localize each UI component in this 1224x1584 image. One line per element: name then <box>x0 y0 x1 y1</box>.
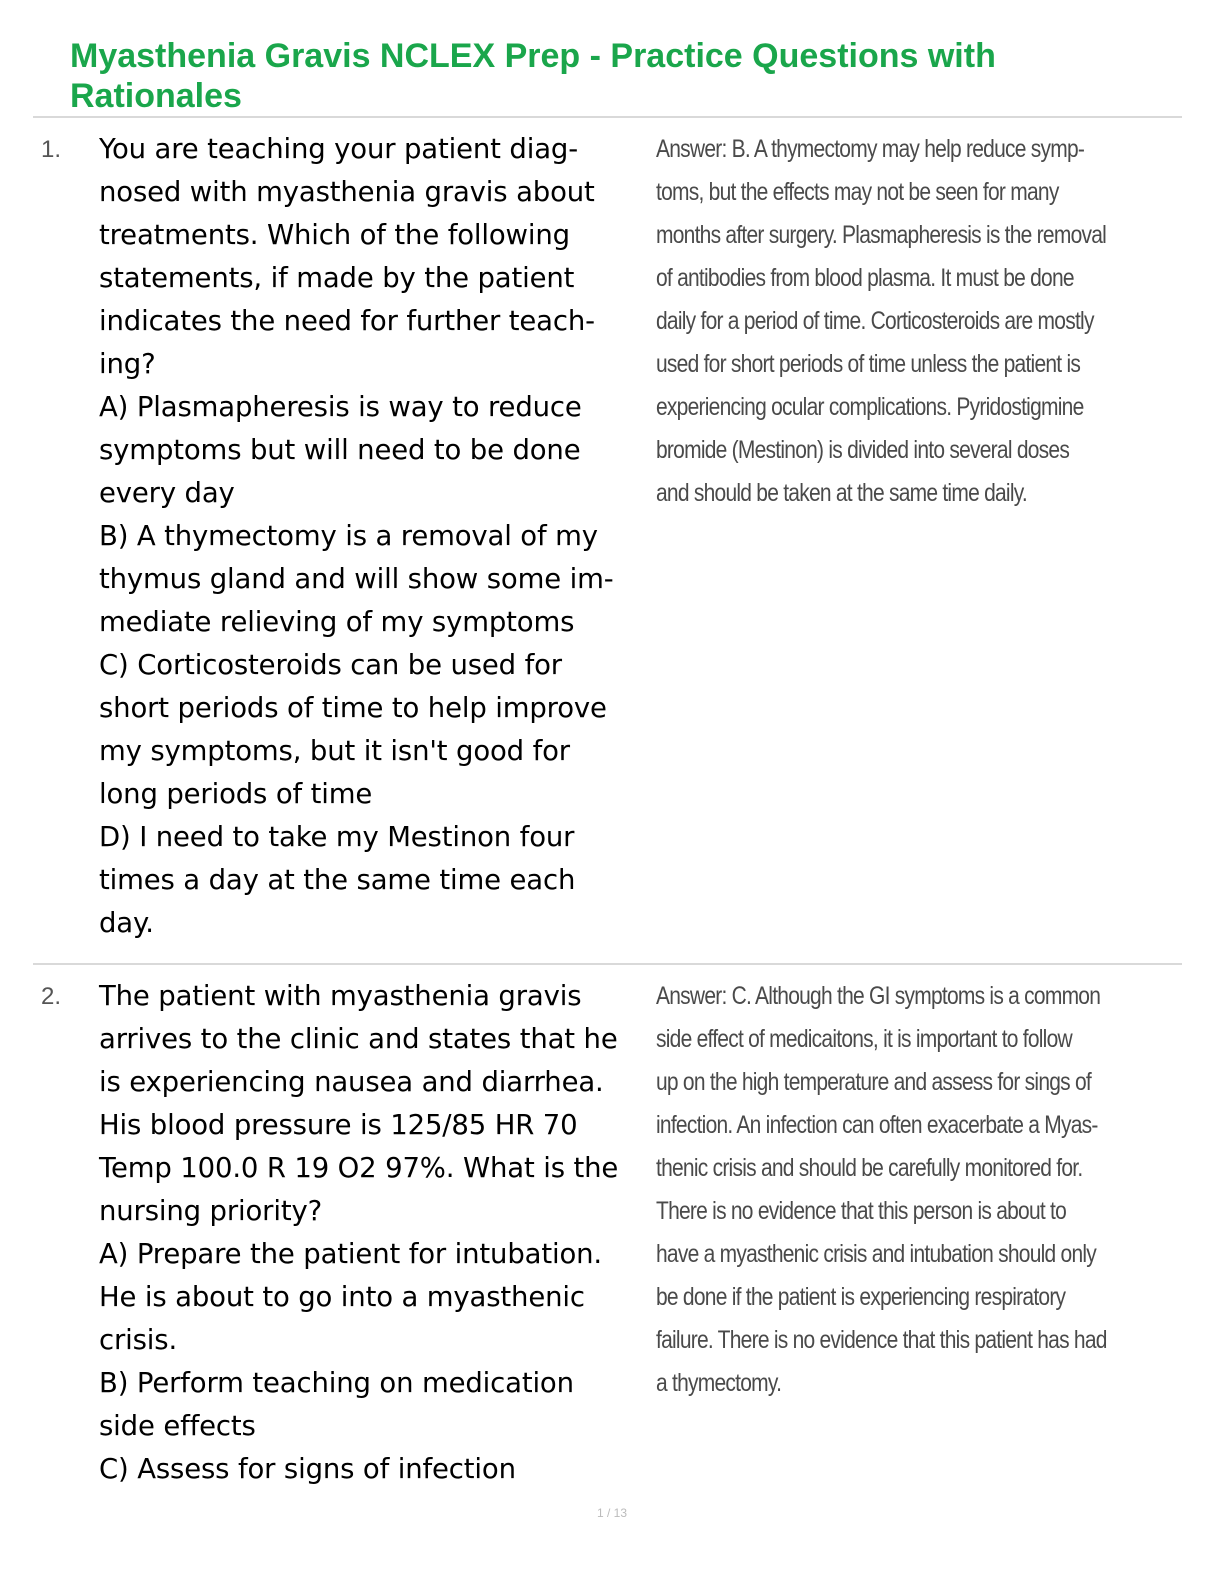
question-line: long periods of time <box>99 778 373 810</box>
question-line: treatments. Which of the following <box>99 219 570 251</box>
answer-line: be done if the patient is experiencing respiratory <box>656 1283 1066 1311</box>
answer-line: bromide (Mestinon) is divided into several doses <box>656 436 1070 464</box>
divider <box>33 963 1182 965</box>
answer-line: of antibodies from blood plasma. It must be done <box>656 264 1074 292</box>
question-line: C) Corticosteroids can be used for <box>99 649 562 681</box>
answer-line: failure. There is no evidence that this patient has had <box>656 1326 1107 1354</box>
answer-line: toms, but the effects may not be seen for many <box>656 178 1059 206</box>
divider <box>33 116 1182 118</box>
answer-rationale <box>656 128 1166 515</box>
question-line: You are teaching your patient diag- <box>99 133 578 165</box>
question-line: He is about to go into a myasthenic <box>99 1281 585 1313</box>
question-line: my symptoms, but it isn't good for <box>99 735 570 767</box>
question-line: indicates the need for further teach- <box>99 305 595 337</box>
question-text <box>99 128 654 945</box>
page-number: 1 / 13 <box>596 1506 628 1520</box>
answer-rationale <box>656 975 1166 1405</box>
answer-line: months after surgery. Plasmapheresis is the removal <box>656 221 1107 249</box>
question-line: side effects <box>99 1410 256 1442</box>
answer-line: There is no evidence that this person is about to <box>656 1197 1067 1225</box>
question-line: thymus gland and will show some im- <box>99 563 614 595</box>
answer-line: infection. An infection can often exacerbate a Myas- <box>656 1111 1098 1139</box>
page-title <box>70 36 1170 116</box>
question-line: is experiencing nausea and diarrhea. <box>99 1066 604 1098</box>
question-line: short periods of time to help improve <box>99 692 607 724</box>
question-line: A) Prepare the patient for intubation. <box>99 1238 603 1270</box>
answer-line: up on the high temperature and assess for sings of <box>656 1068 1091 1096</box>
question-line: B) Perform teaching on medication <box>99 1367 574 1399</box>
question-line: Temp 100.0 R 19 O2 97%. What is the <box>99 1152 619 1184</box>
question-line: B) A thymectomy is a removal of my <box>99 520 598 552</box>
question-line: nursing priority? <box>99 1195 323 1227</box>
question-line: His blood pressure is 125/85 HR 70 <box>99 1109 578 1141</box>
answer-line: daily for a period of time. Corticosteroids are mostly <box>656 307 1094 335</box>
question-line: arrives to the clinic and states that he <box>99 1023 618 1055</box>
answer-line: Answer: C. Although the GI symptoms is a common <box>656 982 1101 1010</box>
question-text <box>99 975 654 1491</box>
answer-line: Answer: B. A thymectomy may help reduce symp- <box>656 135 1085 163</box>
question-line: crisis. <box>99 1324 178 1356</box>
answer-line: experiencing ocular complications. Pyridostigmine <box>656 393 1084 421</box>
question-number: 1. <box>41 136 62 163</box>
question-line: every day <box>99 477 235 509</box>
answer-line: used for short periods of time unless the patient is <box>656 350 1081 378</box>
question-line: statements, if made by the patient <box>99 262 575 294</box>
answer-line: side effect of medicaitons, it is important to follow <box>656 1025 1072 1053</box>
question-line: nosed with myasthenia gravis about <box>99 176 595 208</box>
question-line: symptoms but will need to be done <box>99 434 581 466</box>
question-line: C) Assess for signs of infection <box>99 1453 516 1485</box>
answer-line: and should be taken at the same time daily. <box>656 479 1028 507</box>
question-line: day. <box>99 907 154 939</box>
question-line: mediate relieving of my symptoms <box>99 606 575 638</box>
question-line: times a day at the same time each <box>99 864 576 896</box>
question-line: The patient with myasthenia gravis <box>99 980 582 1012</box>
answer-line: thenic crisis and should be carefully monitored for. <box>656 1154 1083 1182</box>
answer-line: a thymectomy. <box>656 1369 782 1397</box>
title-line: Myasthenia Gravis NCLEX Prep - Practice Questions with <box>70 37 996 75</box>
question-line: D) I need to take my Mestinon four <box>99 821 575 853</box>
question-line: A) Plasmapheresis is way to reduce <box>99 391 582 423</box>
answer-line: have a myasthenic crisis and intubation should only <box>656 1240 1097 1268</box>
question-number: 2. <box>41 983 62 1010</box>
title-line: Rationales <box>70 77 242 115</box>
question-line: ing? <box>99 348 156 380</box>
